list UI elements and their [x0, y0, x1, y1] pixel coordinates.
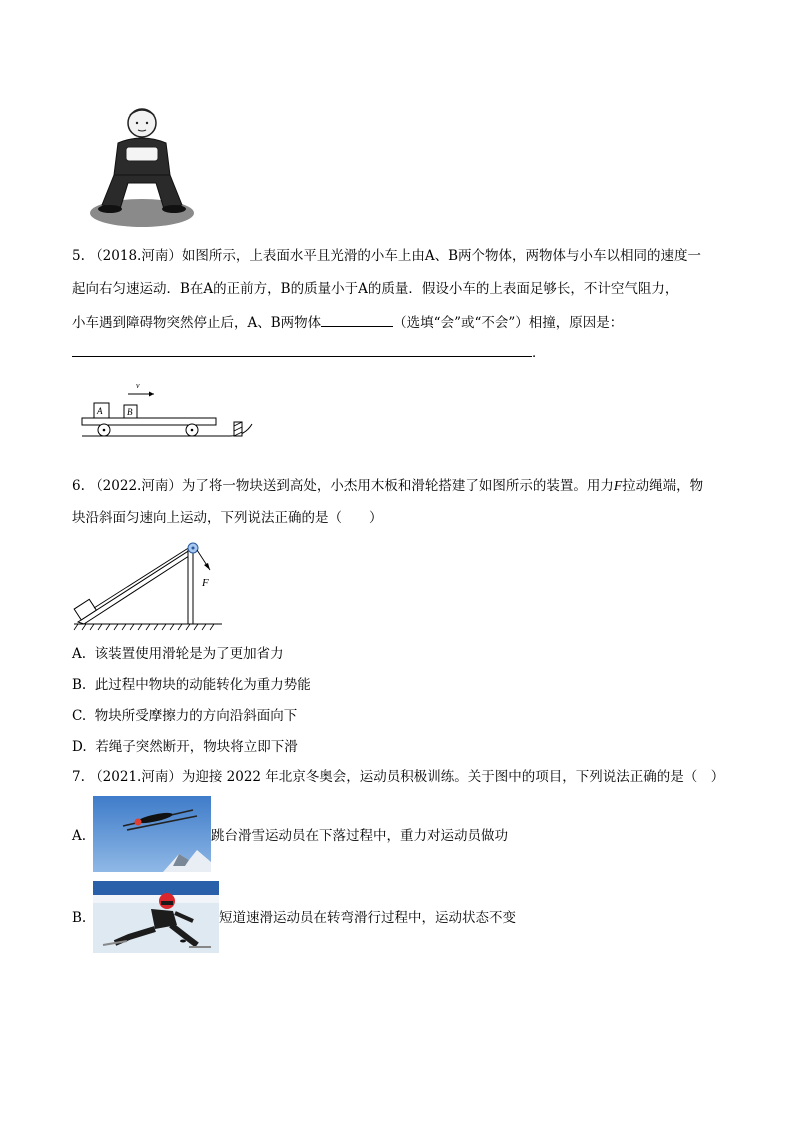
q7-option-a-letter[interactable]: A. [72, 828, 87, 844]
q7-line-1: 7. （2021.河南）为迎接 2022 年北京冬奥会，运动员积极训练。关于图中的项目，下列说法正确的是（ ） [72, 769, 725, 785]
block-b-label: B [127, 407, 133, 417]
squatting-person-figure [88, 105, 196, 230]
q6-option-d[interactable]: D. 若绳子突然断开，物块将立即下滑 [72, 739, 298, 755]
q5-line-4: ． [72, 342, 546, 363]
q5-line-3: 小车遇到障碍物突然停止后，A、B两物体 （选填“会”或“不会”）相撞，原因是： [72, 312, 623, 333]
block-a-label: A [97, 406, 103, 416]
q5-answer-blank-2[interactable] [72, 342, 532, 357]
q7-option-b-letter[interactable]: B. [72, 910, 87, 926]
cart-figure [80, 380, 270, 442]
q7-option-b-text[interactable]: 短道速滑运动员在转弯滑行过程中，运动状态不变 [219, 910, 516, 926]
q7-option-a-text[interactable]: 跳台滑雪运动员在下落过程中，重力对运动员做功 [211, 828, 508, 844]
q6-option-a[interactable]: A. 该装置使用滑轮是为了更加省力 [72, 646, 284, 662]
velocity-label: v [136, 381, 140, 390]
q5-answer-blank-1[interactable] [321, 312, 393, 327]
q6-line-1: 6. （2022.河南）为了将一物块送到高处，小杰用木板和滑轮搭建了如图所示的装置。用力F拉动绳端，物 [72, 478, 704, 494]
q6-option-c[interactable]: C. 物块所受摩擦力的方向沿斜面向下 [72, 708, 298, 724]
force-label: F [202, 577, 209, 589]
q5-line-1: 5. （2018.河南）如图所示，上表面水平且光滑的小车上由A、B两个物体，两物体与小车以相同的速度一 [72, 248, 702, 264]
q6-option-b[interactable]: B. 此过程中物块的动能转化为重力势能 [72, 677, 311, 693]
speed-skating-photo [93, 881, 219, 953]
q6-line-2: 块沿斜面匀速向上运动，下列说法正确的是（ ） [72, 510, 383, 526]
incline-pulley-figure [72, 538, 232, 633]
ski-jump-photo [93, 796, 211, 872]
q5-line-2: 起向右匀速运动．B在A的正前方，B的质量小于A的质量．假设小车的上表面足够长，不计空气阻力， [72, 281, 679, 297]
